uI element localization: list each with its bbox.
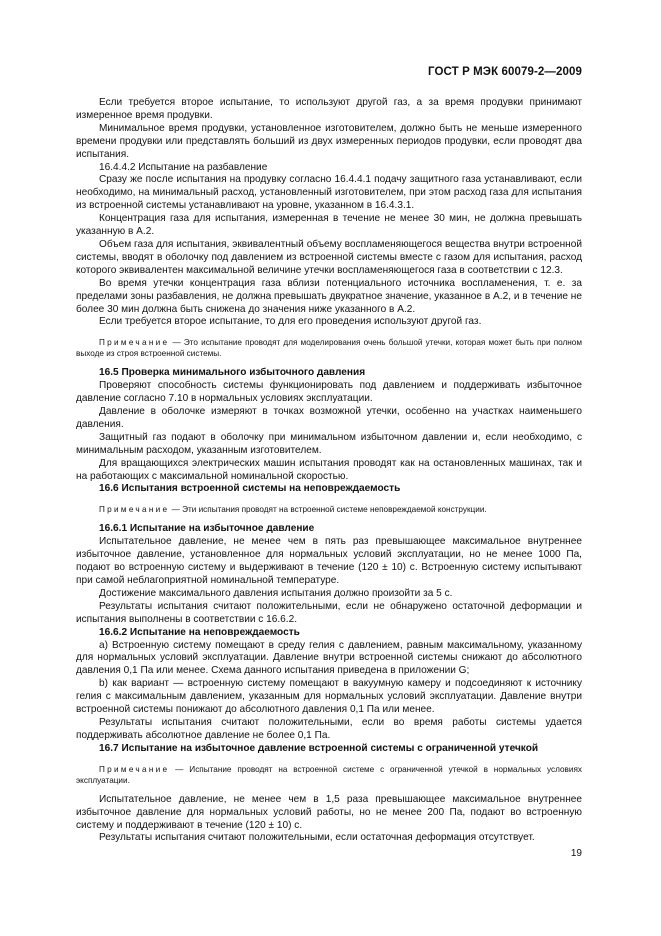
note xyxy=(76,504,582,515)
paragraph: Во время утечки концентрация газа вблизи потенциального источника воспламенения, т. е. за пределами зоны разбавления, не должна превышать двукратное значение, указанное в А.2, и в течение не более 30 мин должна быть снижена до значения ниже указанного в А.2. xyxy=(76,277,582,315)
paragraph: Результаты испытания считают положительными, если не обнаружено остаточной деформации и испытания выполнены в соответствии с 16.6.2. xyxy=(76,600,582,625)
note-text: — Испытание проводят на встроенной системе с ограниченной утечкой в нормальных условиях эксплуатации. xyxy=(76,764,582,785)
paragraph: Объем газа для испытания, эквивалентный объему воспламеняющегося вещества внутри встроенной системы, вводят в оболочку под давлением из встроенной системы вместе с газом для испытания, расход которого эквивалентен максимальной величине утечки воспламеняющегося газа в соответствии с 12.3. xyxy=(76,238,582,276)
note-label: Примечание xyxy=(99,338,170,348)
paragraph: Если требуется второе испытание, то для его проведения используют другой газ. xyxy=(99,316,482,328)
paragraph: Если требуется второе испытание, то используют другой газ, а за время продувки принимают измеренное время продувки. xyxy=(76,97,582,121)
note-text: — Эти испытания проводят на встроенной системе неповреждаемой конструкции. xyxy=(169,505,487,515)
note-label: Примечание xyxy=(99,505,170,515)
paragraph: Испытательное давление, не менее чем в пять раз превышающее максимальное внутреннее избыточное давление, установленное для нормальных условий эксплуатации, но не менее 1000 Па, подают во встроенную систему и выдерживают в течение (120 ± 10) с. Встроенную систему испытывают при самой неблагоприятной номинальной температуре. xyxy=(76,536,582,586)
subsection-heading: 16.4.4.2 Испытание на разбавление xyxy=(99,161,268,173)
paragraph: а) Встроенную систему помещают в среду гелия с давлением, равным максимальному, указанному для нормальных условий эксплуатации. Давление внутри встроенной системы снижают до абсолютного давления 0,1 Па или менее. Схема данного испытания приведена в приложении G; xyxy=(76,639,582,677)
paragraph: Испытательное давление, не менее чем в 1,5 раза превышающее максимальное внутреннее избыточное давление для нормальных условий работы, но не менее 200 Па, подают во встроенную систему и поддерживают в течение (120 ± 10) с. xyxy=(76,793,582,831)
paragraph: Результаты испытания считают положительными, если во время работы системы удается поддерживать абсолютное давление не более 0,1 Па. xyxy=(76,716,582,741)
note xyxy=(76,764,582,786)
section-heading: 16.6.2 Испытание на неповреждаемость xyxy=(99,626,300,638)
section-heading: 16.6 Испытания встроенной системы на неповреждаемость xyxy=(99,483,401,495)
paragraph: Минимальное время продувки, установленное изготовителем, должно быть не меньше измеренного времени продувки или представлять больший из двух измеренных периодов продувки, если проводят два испытания. xyxy=(76,122,582,160)
paragraph: Для вращающихся электрических машин испытания проводят как на остановленных машинах, так и на работающих с максимальной номинальной скоростью. xyxy=(76,457,582,482)
paragraph: Защитный газ подают в оболочку при минимальном избыточном давлении и, если необходимо, с минимальным расходом, указанным изготовителем. xyxy=(76,431,582,456)
document-body xyxy=(76,97,582,845)
note xyxy=(76,337,582,359)
paragraph: Результаты испытания считают положительными, если остаточная деформация отсутствует. xyxy=(99,832,535,844)
paragraph: b) как вариант — встроенную систему помещают в вакуумную камеру и подсоединяют к источнику гелия с максимальным давлением, указанным для нормальных условий эксплуатации. Давление внутри встроенной системы понижают до абсолютного давления 0,1 Па или менее. xyxy=(76,678,582,716)
section-heading: 16.5 Проверка минимального избыточного давления xyxy=(99,367,366,379)
page-number: 19 xyxy=(570,848,582,859)
paragraph: Концентрация газа для испытания, измеренная в течение не менее 30 мин, не должна превышать указанную в А.2. xyxy=(76,213,582,238)
paragraph: Проверяют способность системы функционировать под давлением и поддерживать избыточное давление согласно 7.10 в нормальных условиях эксплуатации. xyxy=(76,380,582,405)
paragraph: Давление в оболочке измеряют в точках возможной утечки, особенно на участках наименьшего давления. xyxy=(76,406,582,430)
note-text: — Это испытание проводят для моделирования очень большой утечки, которая может быть при полном выходе из строя встроенной системы. xyxy=(76,338,582,359)
document-header: ГОСТ Р МЭК 60079-2—2009 xyxy=(428,66,582,78)
section-heading: 16.7 Испытание на избыточное давление встроенной системы с ограниченной утечкой xyxy=(99,742,539,754)
section-heading: 16.6.1 Испытание на избыточное давление xyxy=(99,523,315,535)
paragraph: Сразу же после испытания на продувку согласно 16.4.4.1 подачу защитного газа устанавливают, если необходимо, на минимальный расход, установленный изготовителем, при этом расход газа для испытания из встроенной системы устанавливают на уровне, указанном в 16.4.3.1. xyxy=(76,174,582,212)
note-label: Примечание xyxy=(99,764,170,774)
paragraph: Достижение максимального давления испытания должно произойти за 5 с. xyxy=(99,587,453,599)
